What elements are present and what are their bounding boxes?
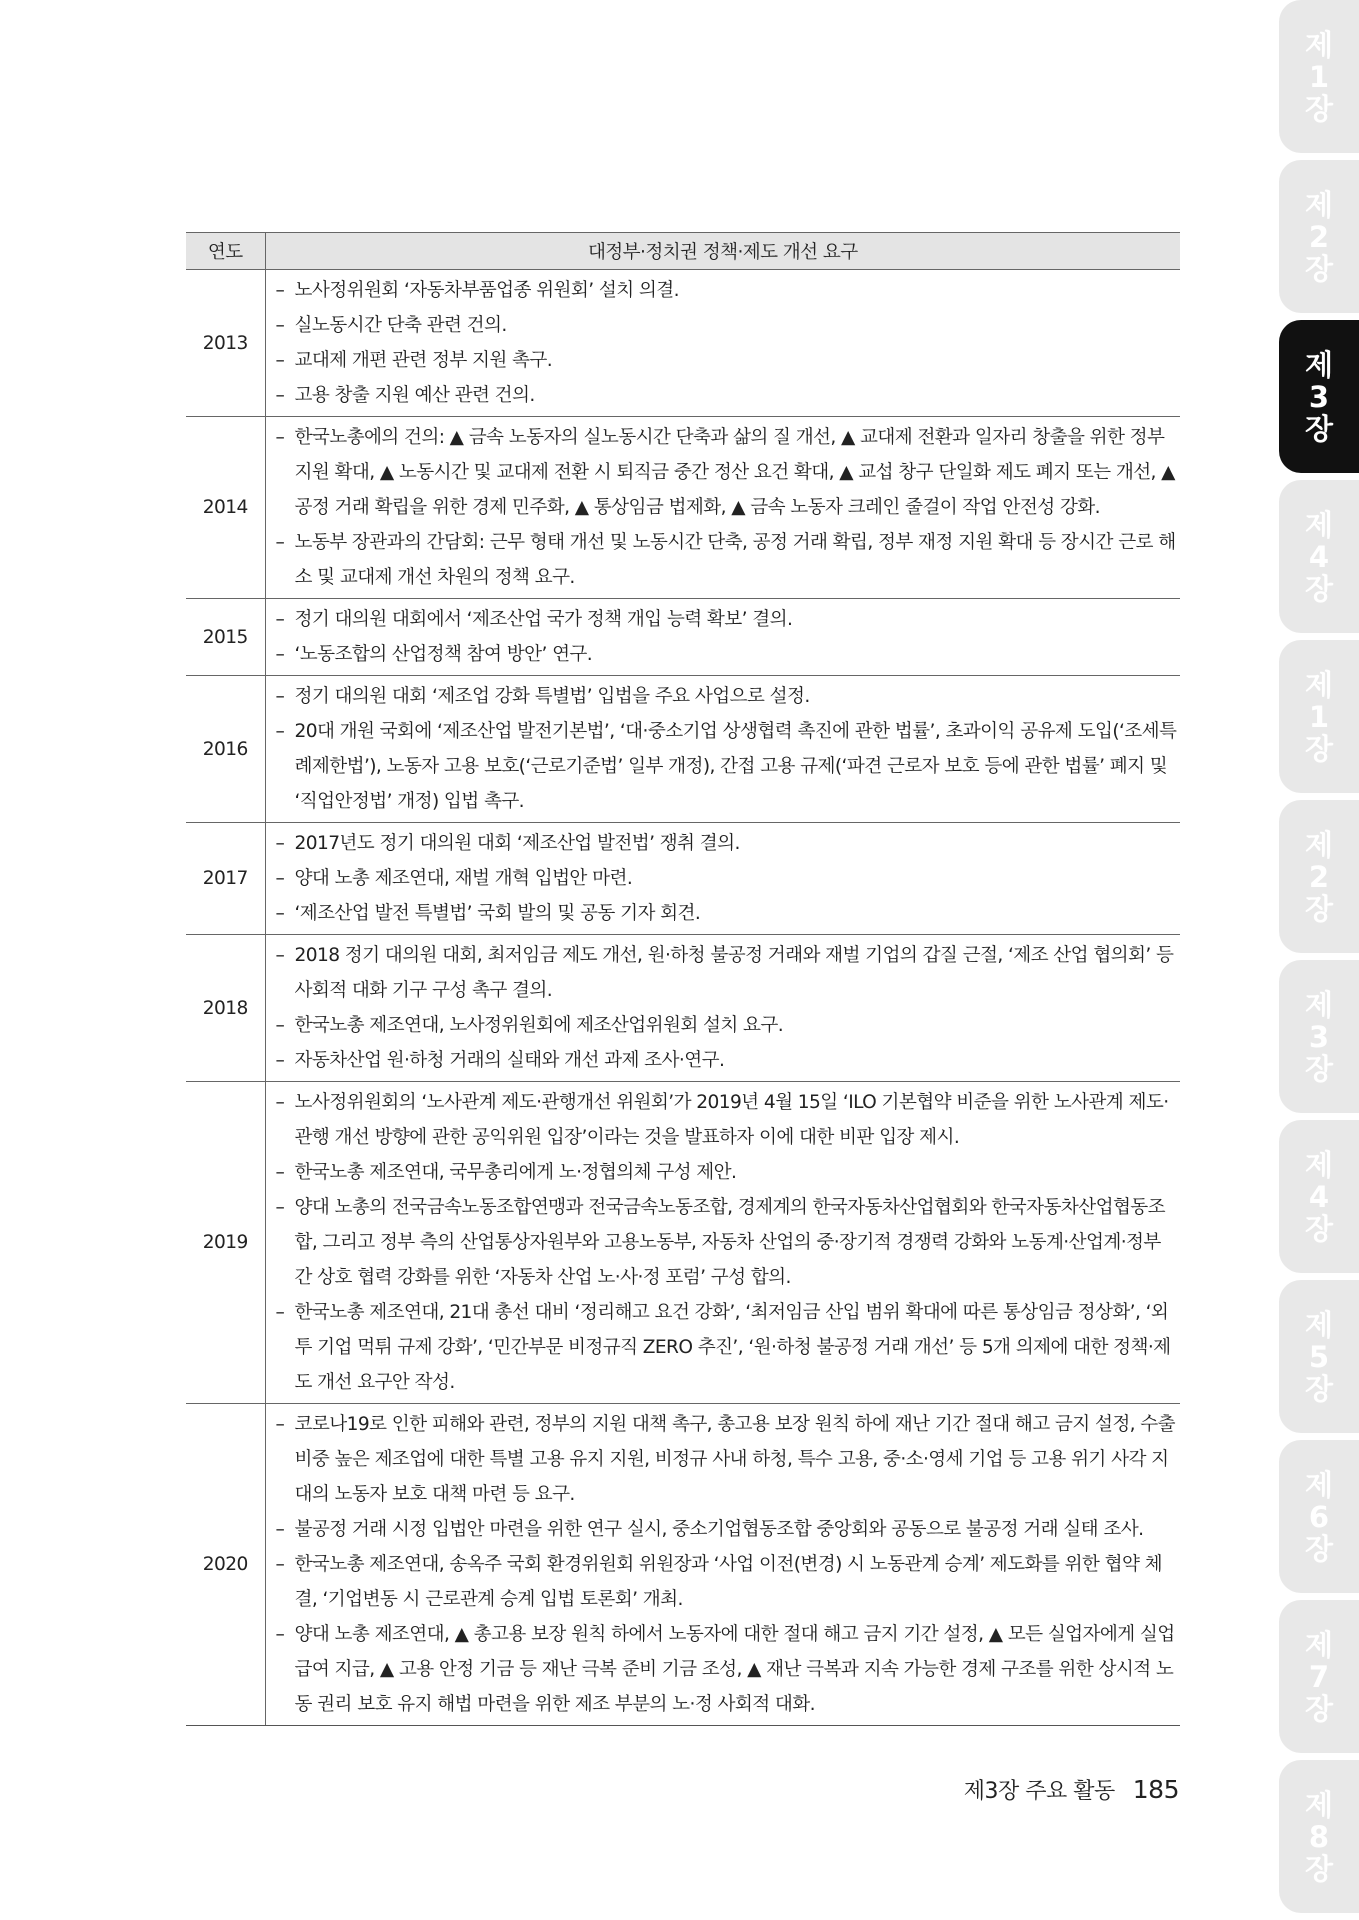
list-item [276, 378, 1181, 413]
footer-chapter-title: 제3장 주요 활동 [963, 1779, 1115, 1804]
list-item [276, 826, 1181, 861]
dash-bullet: – [275, 945, 285, 966]
item-text: 코로나19로 인한 피해와 관련, 정부의 지원 대책 촉구, 총고용 보장 원칙 하에 재난 기간 절대 해고 금지 설정, 수출 비중 높은 제조업에 대한 특별 고용 유지 지원, 비정규 사내 하청, 특수 고용, 중·소·영세 기업 등 고용 위기 사각 지대의 노동자 보호 대책 마련 등 요구. [294, 1414, 1176, 1505]
dash-bullet: – [275, 1302, 285, 1323]
page-number: 185 [1132, 1775, 1179, 1804]
item-text: 양대 노총 제조연대, ▲ 총고용 보장 원칙 하에서 노동자에 대한 절대 해고 금지 기간 설정, ▲ 모든 실업자에게 실업 급여 지급, ▲ 고용 안정 기금 등 재난 극복 준비 기금 조성, ▲ 재난 극복과 지속 가능한 경제 구조를 위한 상시적 노동 권리 보호 유지 해법 마련을 위한 제조 부분의 노·정 사회적 대화. [294, 1624, 1175, 1715]
dash-bullet: – [275, 280, 285, 301]
row-content [265, 417, 1180, 599]
list-item [276, 308, 1181, 343]
dash-bullet: – [275, 903, 285, 924]
table-row [186, 935, 1180, 1082]
chapter-tab-11[interactable] [1279, 1760, 1359, 1913]
chapter-tab-5[interactable] [1279, 800, 1359, 953]
list-item [276, 637, 1181, 672]
dash-bullet: – [275, 1015, 285, 1036]
list-item [276, 938, 1181, 1008]
row-year: 2013 [186, 270, 265, 417]
list-item [276, 343, 1181, 378]
dash-bullet: – [275, 833, 285, 854]
item-text: ‘제조산업 발전 특별법’ 국회 발의 및 공동 기자 회견. [294, 903, 701, 924]
chapter-tab-0[interactable] [1279, 0, 1359, 153]
policy-demands-table [186, 232, 1180, 1726]
dash-bullet: – [275, 1624, 285, 1645]
list-item [276, 1547, 1181, 1617]
item-text: 한국노총 제조연대, 21대 총선 대비 ‘정리해고 요건 강화’, ‘최저임금 산입 범위 확대에 따른 통상임금 정상화’, ‘외투 기업 먹튀 규제 강화’, ‘민간부문 비정규직 ZERO 추진’, ‘원·하청 불공정 거래 개선’ 등 5개 의제에 대한 정책·제도 개선 요구안 작성. [294, 1302, 1171, 1393]
item-text: 한국노총에의 건의: ▲ 금속 노동자의 실노동시간 단축과 삶의 질 개선, ▲ 교대제 전환과 일자리 창출을 위한 정부 지원 확대, ▲ 노동시간 및 교대제 전환 시 퇴직금 중간 정산 요건 확대, ▲ 교섭 창구 단일화 제도 폐지 또는 개선, ▲ 공정 거래 확립을 위한 경제 민주화, ▲ 통상임금 법제화, ▲ 금속 노동자 크레인 줄걸이 작업 안전성 강화. [294, 427, 1175, 518]
dash-bullet: – [275, 1197, 285, 1218]
row-content [265, 676, 1180, 823]
chapter-tab-label: 제1장 [1304, 667, 1333, 766]
header-year: 연도 [186, 233, 265, 270]
dash-bullet: – [275, 721, 285, 742]
item-text: 노동부 장관과의 간담회: 근무 형태 개선 및 노동시간 단축, 공정 거래 확립, 정부 재정 지원 확대 등 장시간 근로 해소 및 교대제 개선 차원의 정책 요구. [294, 532, 1176, 588]
page-footer [964, 1774, 1179, 1805]
chapter-tab-label: 제2장 [1304, 827, 1333, 926]
row-year: 2014 [186, 417, 265, 599]
table-body [186, 270, 1180, 1726]
chapter-tab-10[interactable] [1279, 1600, 1359, 1753]
chapter-tab-label: 제8장 [1304, 1787, 1333, 1886]
list-item [276, 1407, 1181, 1512]
dash-bullet: – [275, 1092, 285, 1113]
chapter-tabs [1279, 0, 1359, 1920]
chapter-tab-label: 제3장 [1304, 347, 1333, 446]
chapter-tab-3[interactable] [1279, 480, 1359, 633]
row-year: 2015 [186, 599, 265, 676]
row-year: 2016 [186, 676, 265, 823]
table-row [186, 599, 1180, 676]
row-year: 2018 [186, 935, 265, 1082]
item-text: 교대제 개편 관련 정부 지원 촉구. [294, 350, 553, 371]
item-text: 양대 노총의 전국금속노동조합연맹과 전국금속노동조합, 경제계의 한국자동차산업협회와 한국자동차산업협동조합, 그리고 정부 측의 산업통상자원부와 고용노동부, 자동차 산업의 중·장기적 경쟁력 강화와 노동계·산업계·정부 간 상호 협력 강화를 위한 ‘자동차 산업 노·사·정 포럼’ 구성 합의. [294, 1197, 1166, 1288]
row-content [265, 823, 1180, 935]
dash-bullet: – [275, 1554, 285, 1575]
table-row [186, 676, 1180, 823]
header-content: 대정부·정치권 정책·제도 개선 요구 [265, 233, 1180, 270]
dash-bullet: – [275, 315, 285, 336]
dash-bullet: – [275, 1414, 285, 1435]
row-year: 2019 [186, 1082, 265, 1404]
chapter-tab-label: 제4장 [1304, 1147, 1333, 1246]
chapter-tab-8[interactable] [1279, 1280, 1359, 1433]
chapter-tab-label: 제1장 [1304, 27, 1333, 126]
item-text: 정기 대의원 대회 ‘제조업 강화 특별법’ 입법을 주요 사업으로 설정. [294, 686, 810, 707]
item-text: ‘노동조합의 산업정책 참여 방안’ 연구. [294, 644, 593, 665]
item-text: 실노동시간 단축 관련 건의. [294, 315, 507, 336]
list-item [276, 1085, 1181, 1155]
list-item [276, 1155, 1181, 1190]
item-text: 정기 대의원 대회에서 ‘제조산업 국가 정책 개입 능력 확보’ 결의. [294, 609, 793, 630]
chapter-tab-1[interactable] [1279, 160, 1359, 313]
row-content [265, 935, 1180, 1082]
dash-bullet: – [275, 385, 285, 406]
item-text: 자동차산업 원·하청 거래의 실태와 개선 과제 조사·연구. [294, 1050, 725, 1071]
list-item [276, 273, 1181, 308]
table-row [186, 1082, 1180, 1404]
dash-bullet: – [275, 644, 285, 665]
chapter-tab-label: 제7장 [1304, 1627, 1333, 1726]
list-item [276, 420, 1181, 525]
table-row [186, 1404, 1180, 1726]
row-content [265, 599, 1180, 676]
chapter-tab-label: 제6장 [1304, 1467, 1333, 1566]
list-item [276, 1190, 1181, 1295]
item-text: 노사정위원회의 ‘노사관계 제도·관행개선 위원회’가 2019년 4월 15일 ‘ILO 기본협약 비준을 위한 노사관계 제도·관행 개선 방향에 관한 공익위원 입장’이라는 것을 발표하자 이에 대한 비판 입장 제시. [294, 1092, 1169, 1148]
dash-bullet: – [275, 1519, 285, 1540]
dash-bullet: – [275, 609, 285, 630]
table-row [186, 270, 1180, 417]
list-item [276, 679, 1181, 714]
dash-bullet: – [275, 1050, 285, 1071]
table-header-row [186, 233, 1180, 270]
list-item [276, 861, 1181, 896]
list-item [276, 1043, 1181, 1078]
chapter-tab-4[interactable] [1279, 640, 1359, 793]
chapter-tab-label: 제4장 [1304, 507, 1333, 606]
list-item [276, 1512, 1181, 1547]
row-year: 2020 [186, 1404, 265, 1726]
chapter-tab-label: 제3장 [1304, 987, 1333, 1086]
dash-bullet: – [275, 1162, 285, 1183]
item-text: 한국노총 제조연대, 국무총리에게 노·정협의체 구성 제안. [294, 1162, 737, 1183]
table-row [186, 417, 1180, 599]
item-text: 한국노총 제조연대, 노사정위원회에 제조산업위원회 설치 요구. [294, 1015, 784, 1036]
chapter-tab-2-active[interactable] [1279, 320, 1359, 473]
dash-bullet: – [275, 350, 285, 371]
row-year: 2017 [186, 823, 265, 935]
dash-bullet: – [275, 532, 285, 553]
item-text: 노사정위원회 ‘자동차부품업종 위원회’ 설치 의결. [294, 280, 679, 301]
row-content [265, 1404, 1180, 1726]
list-item [276, 602, 1181, 637]
item-text: 고용 창출 지원 예산 관련 건의. [294, 385, 535, 406]
table-row [186, 823, 1180, 935]
item-text: 양대 노총 제조연대, 재벌 개혁 입법안 마련. [294, 868, 633, 889]
chapter-tab-9[interactable] [1279, 1440, 1359, 1593]
item-text: 불공정 거래 시정 입법안 마련을 위한 연구 실시, 중소기업협동조합 중앙회와 공동으로 불공정 거래 실태 조사. [294, 1519, 1144, 1540]
list-item [276, 525, 1181, 595]
chapter-tab-label: 제2장 [1304, 187, 1333, 286]
row-content [265, 270, 1180, 417]
list-item [276, 1008, 1181, 1043]
item-text: 20대 개원 국회에 ‘제조산업 발전기본법’, ‘대·중소기업 상생협력 촉진에 관한 법률’, 초과이익 공유제 도입(‘조세특례제한법’), 노동자 고용 보호(‘근로기준법’ 일부 개정), 간접 고용 규제(‘파견 근로자 보호 등에 관한 법률’ 폐지 및 ‘직업안정법’ 개정) 입법 촉구. [294, 721, 1177, 812]
dash-bullet: – [275, 686, 285, 707]
chapter-tab-7[interactable] [1279, 1120, 1359, 1273]
chapter-tab-6[interactable] [1279, 960, 1359, 1113]
item-text: 2018 정기 대의원 대회, 최저임금 제도 개선, 원·하청 불공정 거래와 재벌 기업의 갑질 근절, ‘제조 산업 협의회’ 등 사회적 대화 기구 구성 촉구 결의. [294, 945, 1174, 1001]
list-item [276, 1295, 1181, 1400]
list-item [276, 1617, 1181, 1722]
dash-bullet: – [275, 868, 285, 889]
list-item [276, 896, 1181, 931]
item-text: 한국노총 제조연대, 송옥주 국회 환경위원회 위원장과 ‘사업 이전(변경) 시 노동관계 승계’ 제도화를 위한 협약 체결, ‘기업변동 시 근로관계 승계 입법 토론회’ 개최. [294, 1554, 1162, 1610]
list-item [276, 714, 1181, 819]
dash-bullet: – [275, 427, 285, 448]
item-text: 2017년도 정기 대의원 대회 ‘제조산업 발전법’ 쟁취 결의. [294, 833, 740, 854]
chapter-tab-label: 제5장 [1304, 1307, 1333, 1406]
row-content [265, 1082, 1180, 1404]
